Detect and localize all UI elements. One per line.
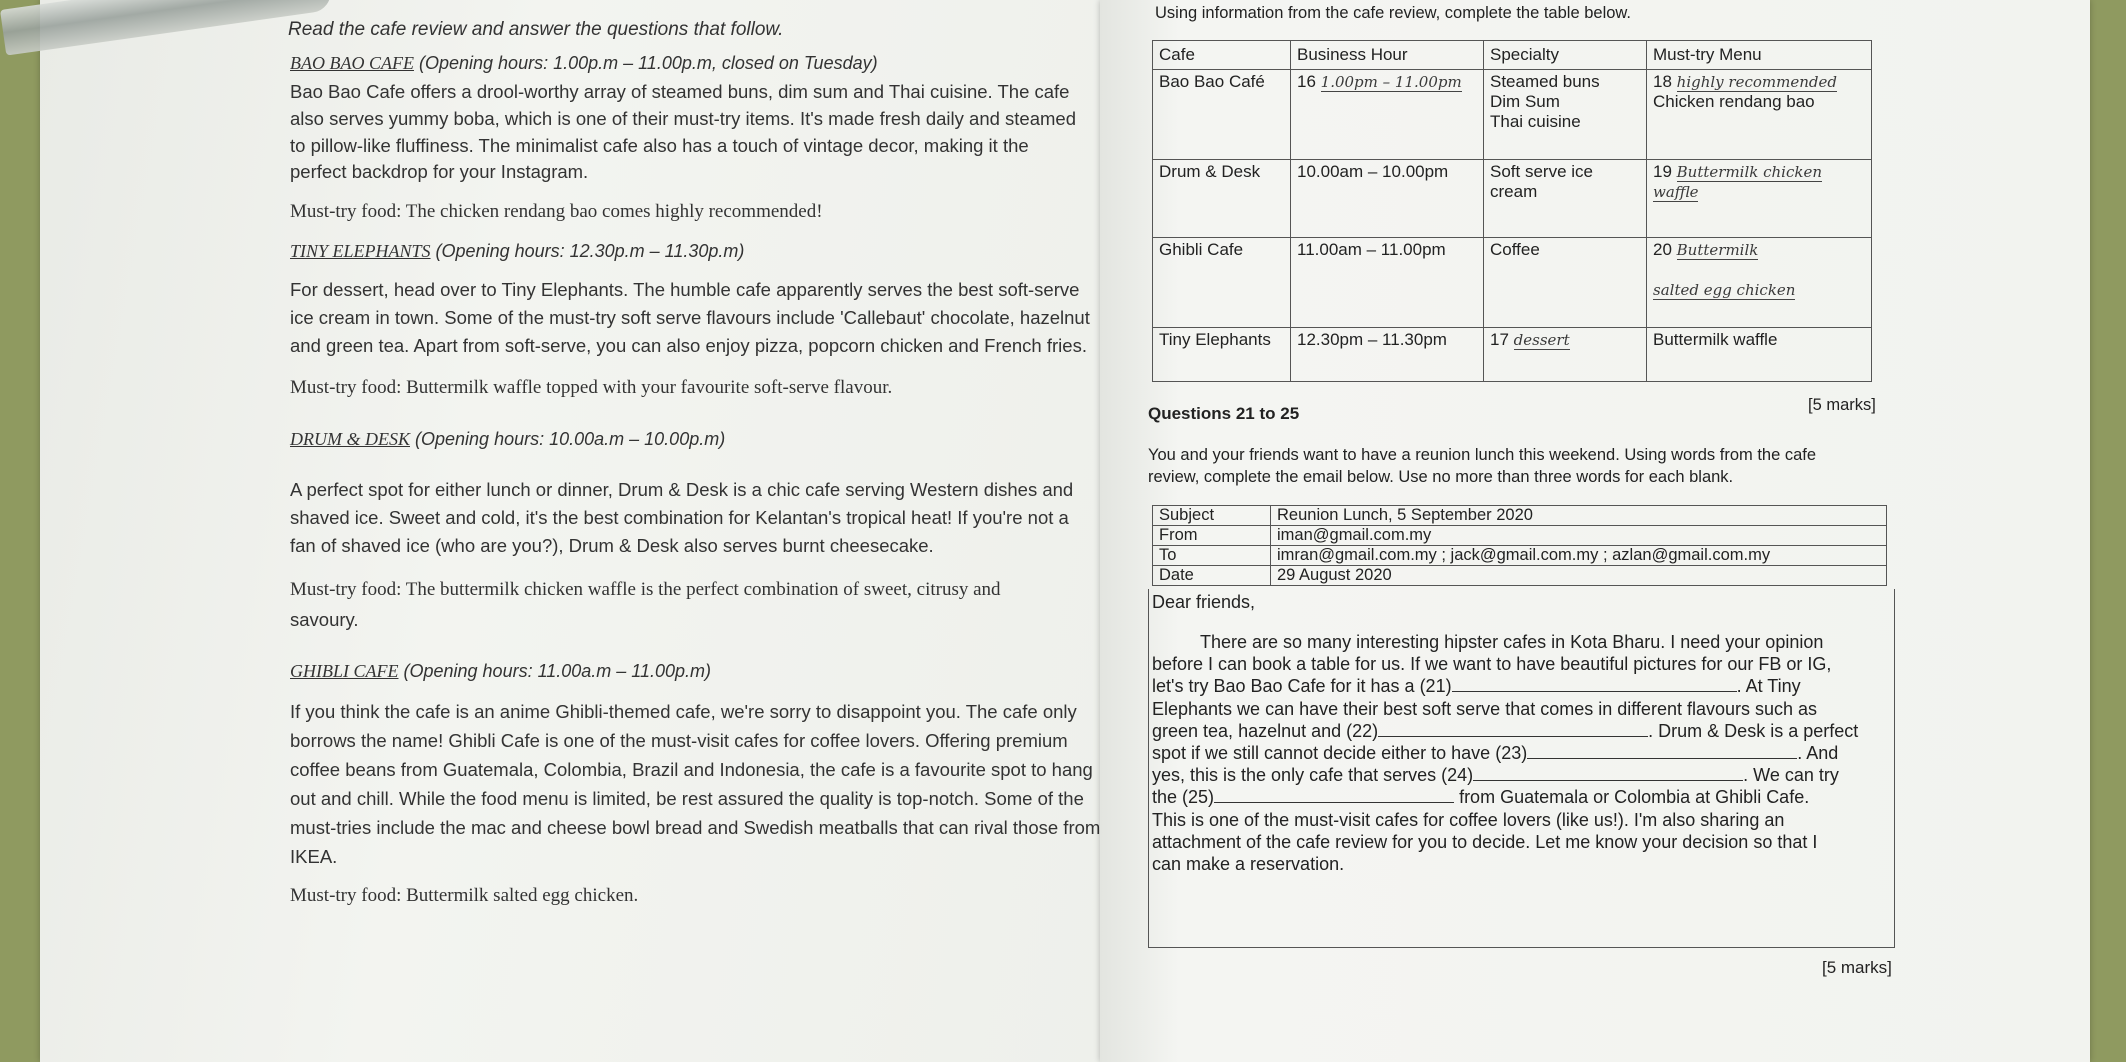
table-header: Business Hour (1291, 41, 1484, 70)
handwritten-answer[interactable]: salted egg chicken (1653, 281, 1796, 299)
cafe-text-line: Bao Bao Cafe offers a drool-worthy array of steamed buns, dim sum and Thai cuisine. The cafe (290, 81, 1070, 102)
cafe-text-line: must-tries include the mac and cheese bowl bread and Swedish meatballs that can rival those from (290, 817, 1101, 838)
email-text: . We can try (1743, 765, 1839, 785)
cafe-hours: (Opening hours: 10.00a.m – 10.00p.m) (415, 429, 726, 449)
table-header: Cafe (1153, 41, 1291, 70)
cafe-text-line: For dessert, head over to Tiny Elephants. The humble cafe apparently serves the best soft-serve (290, 279, 1080, 300)
questions-intro-line: review, complete the email below. Use no more than three words for each blank. (1148, 468, 1734, 486)
email-text: green tea, hazelnut and (22) (1152, 721, 1379, 741)
email-line: before I can book a table for us. If we want to have beautiful pictures for our FB or IG, (1152, 654, 1832, 674)
email-text: spot if we still cannot decide either to have (23) (1152, 743, 1528, 763)
must-try-line-cont: savoury. (290, 609, 359, 630)
cafe-header-baobao (290, 52, 878, 75)
table-cell-specialty: Soft serve ice cream (1484, 160, 1647, 238)
email-text: yes, this is the only cafe that serves (24) (1152, 765, 1474, 785)
question-number: 19 (1653, 162, 1672, 181)
email-from: iman@gmail.com.my (1271, 526, 1887, 546)
table-cell-menu (1647, 70, 1872, 160)
email-line: can make a reservation. (1152, 854, 1345, 874)
table-cell-hours: 12.30pm – 11.30pm (1291, 328, 1484, 382)
cafe-hours: (Opening hours: 1.00p.m – 11.00p.m, closed on Tuesday) (419, 53, 878, 73)
blank-24[interactable] (1473, 766, 1743, 781)
menu-text: Chicken rendang bao (1653, 92, 1815, 111)
table-cell-menu (1647, 160, 1872, 238)
questions-intro-line: You and your friends want to have a reunion lunch this weekend. Using words from the cafe (1148, 446, 1817, 464)
email-line (1152, 765, 1839, 786)
cafe-name: DRUM & DESK (290, 429, 410, 449)
email-label: To (1153, 546, 1271, 566)
handwritten-answer[interactable]: dessert (1513, 331, 1570, 349)
cafe-text-line: IKEA. (290, 846, 338, 867)
table-cell-specialty (1484, 328, 1647, 382)
cafe-text-line: to pillow-like fluffiness. The minimalist cafe also has a touch of vintage decor, making it the (290, 135, 1029, 156)
table-marks: [5 marks] (1808, 396, 1876, 414)
cafe-hours: (Opening hours: 12.30p.m – 11.30p.m) (435, 241, 745, 261)
email-label: From (1153, 526, 1271, 546)
handwritten-answer[interactable]: Buttermilk (1676, 241, 1759, 259)
right-instruction: Using information from the cafe review, complete the table below. (1155, 4, 1631, 22)
cafe-text-line: fan of shaved ice (who are you?), Drum & Desk also serves burnt cheesecake. (290, 535, 934, 556)
email-marks: [5 marks] (1822, 958, 1892, 977)
table-row (1153, 160, 1872, 238)
email-line: There are so many interesting hipster cafes in Kota Bharu. I need your opinion (1200, 632, 1824, 652)
table-cell-menu: Buttermilk waffle (1647, 328, 1872, 382)
email-text: the (25) (1152, 787, 1215, 807)
email-text: . And (1797, 743, 1839, 763)
blank-21[interactable] (1452, 677, 1737, 692)
table-header: Specialty (1484, 41, 1647, 70)
handwritten-answer[interactable]: Buttermilk chicken waffle (1653, 163, 1823, 201)
email-date: 29 August 2020 (1271, 566, 1887, 586)
email-text: . At Tiny (1736, 676, 1801, 696)
blank-25[interactable] (1214, 788, 1454, 803)
email-to: imran@gmail.com.my ; jack@gmail.com.my ; azlan@gmail.com.my (1271, 546, 1887, 566)
email-subject: Reunion Lunch, 5 September 2020 (1271, 506, 1887, 526)
email-line: This is one of the must-visit cafes for coffee lovers (like us!). I'm also sharing an (1152, 810, 1785, 830)
cafe-hours: (Opening hours: 11.00a.m – 11.00p.m) (403, 661, 712, 681)
table-cell-specialty: Steamed buns Dim Sum Thai cuisine (1484, 70, 1647, 160)
must-try-line: Must-try food: The buttermilk chicken waffle is the perfect combination of sweet, citrusy and (290, 579, 1001, 600)
table-cell-hours (1291, 70, 1484, 160)
cafe-header-drum-desk (290, 428, 725, 451)
cafe-text-line: also serves yummy boba, which is one of their must-try items. It's made fresh daily and steamed (290, 108, 1076, 129)
blank-23[interactable] (1527, 744, 1797, 759)
table-cell-hours: 11.00am – 11.00pm (1291, 238, 1484, 328)
email-greeting: Dear friends, (1152, 592, 1256, 612)
table-cell-cafe: Drum & Desk (1153, 160, 1291, 238)
questions-title: Questions 21 to 25 (1148, 404, 1300, 423)
blank-22[interactable] (1378, 722, 1648, 737)
left-page (40, 0, 1120, 1062)
must-try-line: Must-try food: The chicken rendang bao comes highly recommended! (290, 201, 823, 222)
cafe-name: TINY ELEPHANTS (290, 241, 431, 261)
table-cell-specialty: Coffee (1484, 238, 1647, 328)
cafe-text-line: out and chill. While the food menu is limited, be rest assured the quality is top-notch. Some of the (290, 788, 1084, 809)
email-header-table (1152, 505, 1887, 586)
cafe-text-line: shaved ice. Sweet and cold, it's the best combination for Kelantan's tropical heat! If you're not a (290, 507, 1069, 528)
table-cell-cafe: Bao Bao Café (1153, 70, 1291, 160)
table-row (1153, 328, 1872, 382)
email-line: Elephants we can have their best soft serve that comes in different flavours such as (1152, 699, 1818, 719)
email-label: Date (1153, 566, 1271, 586)
email-line: attachment of the cafe review for you to decide. Let me know your decision so that I (1152, 832, 1818, 852)
must-try-line: Must-try food: Buttermilk waffle topped with your favourite soft-serve flavour. (290, 377, 893, 398)
cafe-text-line: perfect backdrop for your Instagram. (290, 161, 589, 182)
email-line (1152, 676, 1801, 697)
table-cell-hours: 10.00am – 10.00pm (1291, 160, 1484, 238)
cafe-name: GHIBLI CAFE (290, 661, 399, 681)
cafe-name: BAO BAO CAFE (290, 53, 414, 73)
email-text: from Guatemala or Colombia at Ghibli Cafe. (1459, 787, 1810, 807)
cafe-text-line: borrows the name! Ghibli Cafe is one of the must-visit cafes for coffee lovers. Offering premium (290, 730, 1068, 751)
table-cell-menu (1647, 238, 1872, 328)
question-number: 18 (1653, 72, 1672, 91)
cafe-text-line: coffee beans from Guatemala, Colombia, Brazil and Indonesia, the cafe is a favourite spot to hang (290, 759, 1093, 780)
table-header: Must-try Menu (1647, 41, 1872, 70)
email-label: Subject (1153, 506, 1271, 526)
handwritten-answer[interactable]: 1.00pm – 11.00pm (1320, 73, 1462, 91)
left-instruction: Read the cafe review and answer the questions that follow. (288, 19, 784, 40)
table-header-row (1153, 41, 1872, 70)
cafe-text-line: A perfect spot for either lunch or dinner, Drum & Desk is a chic cafe serving Western dishes and (290, 479, 1074, 500)
question-number: 17 (1490, 330, 1509, 349)
email-line (1152, 743, 1838, 764)
must-try-line: Must-try food: Buttermilk salted egg chicken. (290, 885, 639, 906)
table-row (1153, 238, 1872, 328)
handwritten-answer[interactable]: highly recommended (1676, 73, 1837, 91)
question-number: 16 (1297, 72, 1316, 91)
cafe-table (1152, 40, 1872, 382)
cafe-text-line: and green tea. Apart from soft-serve, you can also enjoy pizza, popcorn chicken and French fries. (290, 335, 1087, 356)
question-number: 20 (1653, 240, 1672, 259)
table-row (1153, 70, 1872, 160)
email-line (1152, 721, 1858, 742)
cafe-header-tiny-elephants (290, 240, 744, 263)
email-line (1152, 787, 1809, 808)
table-cell-cafe: Tiny Elephants (1153, 328, 1291, 382)
cafe-text-line: ice cream in town. Some of the must-try soft serve flavours include 'Callebaut' chocolate, hazelnut (290, 307, 1090, 328)
cafe-header-ghibli (290, 660, 711, 683)
email-text: . Drum & Desk is a perfect (1648, 721, 1859, 741)
cafe-text-line: If you think the cafe is an anime Ghibli-themed cafe, we're sorry to disappoint you. The cafe only (290, 701, 1077, 722)
email-text: let's try Bao Bao Cafe for it has a (21) (1152, 676, 1452, 696)
table-cell-cafe: Ghibli Cafe (1153, 238, 1291, 328)
